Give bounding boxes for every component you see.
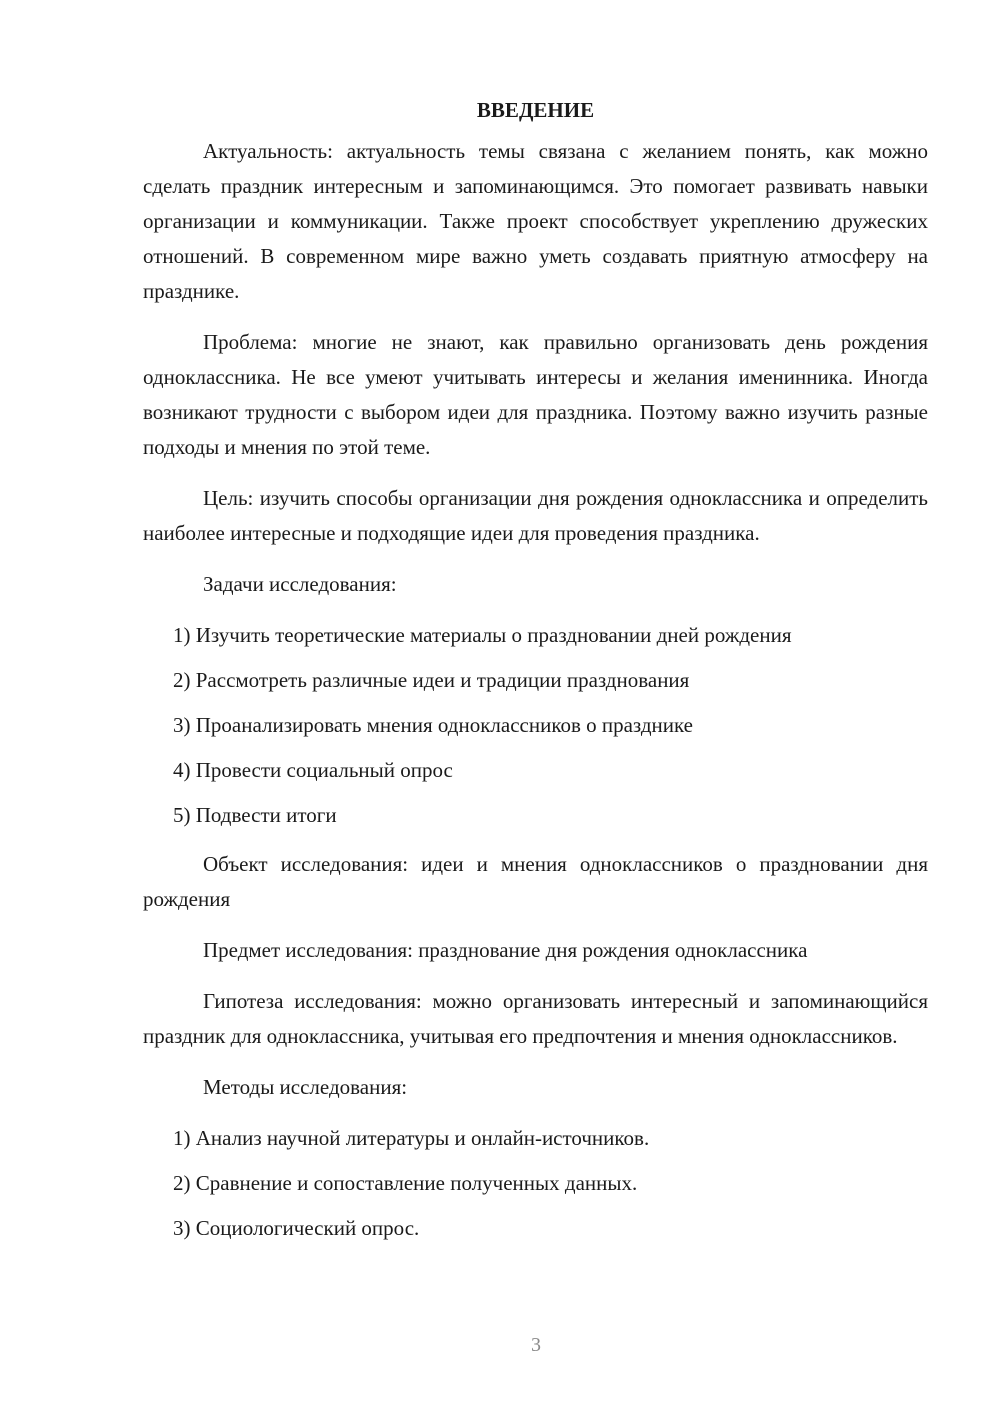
list-item: 3) Социологический опрос. [173,1216,420,1240]
list-item: 4) Провести социальный опрос [173,758,453,782]
page-number: 3 [531,1334,541,1356]
object-paragraph: Объект исследования: идеи и мнения одноклассников о праздновании дня рождения [143,852,928,911]
relevance-paragraph: Актуальность: актуальность темы связана с желанием понять, как можно сделать праздник интересным и запоминающимся. Это помогает развивать навыки организации и коммуникации. Также проект способствует укреплению дружеских отношений. В современном мире важно уметь создавать приятную атмосферу на празднике. [143,139,928,303]
list-item: 2) Сравнение и сопоставление полученных данных. [173,1171,638,1195]
methods-heading: Методы исследования: [203,1075,408,1099]
subject-paragraph: Предмет исследования: празднование дня рождения одноклассника [203,938,808,962]
page-title: ВВЕДЕНИЕ [476,98,595,122]
list-item: 3) Проанализировать мнения одноклассников о празднике [173,713,694,737]
problem-paragraph: Проблема: многие не знают, как правильно организовать день рождения одноклассника. Не все умеют учитывать интересы и желания именинника. Иногда возникают трудности с выбором идеи для праздника. Поэтому важно изучить разные подходы и мнения по этой теме. [143,330,928,459]
goal-paragraph: Цель: изучить способы организации дня рождения одноклассника и определить наиболее интересные и подходящие идеи для проведения праздника. [143,486,928,545]
tasks-heading: Задачи исследования: [203,572,397,596]
list-item: 1) Изучить теоретические материалы о праздновании дней рождения [173,623,792,647]
methods-list [143,1121,928,1246]
hypothesis-paragraph: Гипотеза исследования: можно организовать интересный и запоминающийся праздник для одноклассника, учитывая его предпочтения и мнения одноклассников. [143,989,928,1048]
list-item: 5) Подвести итоги [173,803,337,827]
tasks-list [143,618,928,833]
list-item: 1) Анализ научной литературы и онлайн-источников. [173,1126,650,1150]
document-body [143,96,928,1260]
list-item: 2) Рассмотреть различные идеи и традиции празднования [173,668,690,692]
